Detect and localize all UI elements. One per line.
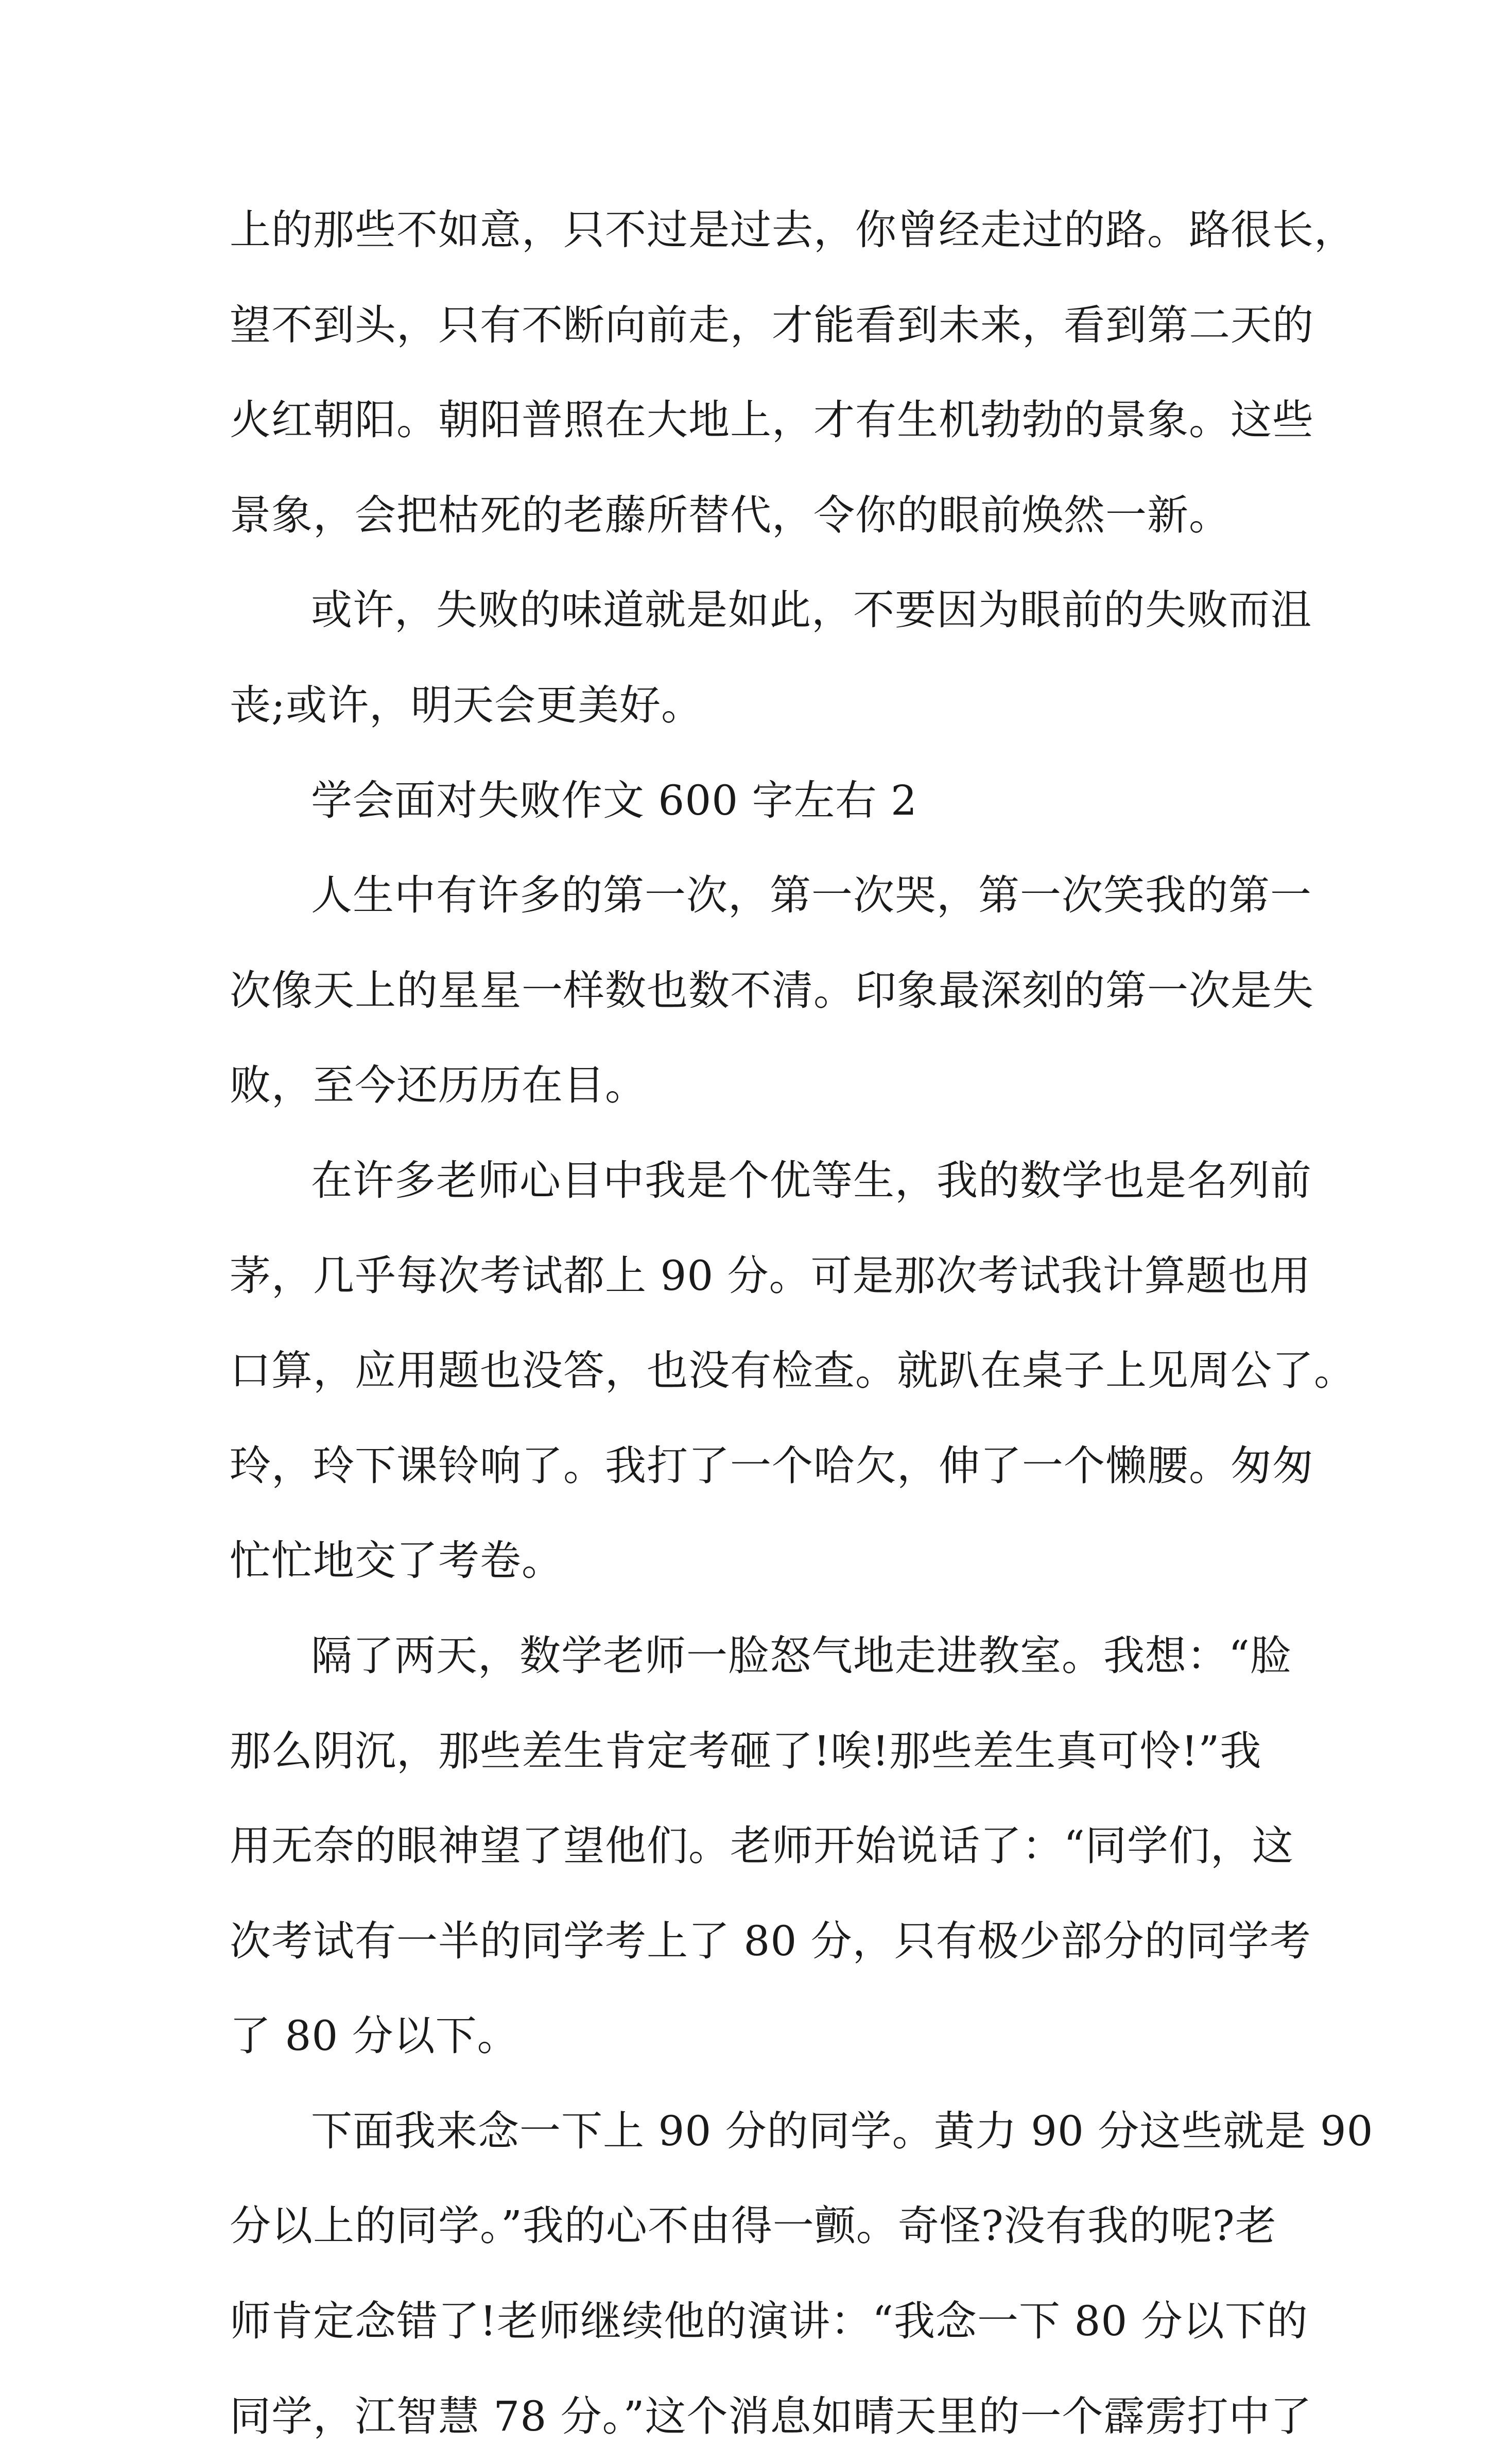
text-line: 景象，会把枯死的老藤所替代，令你的眼前焕然一新。 <box>230 491 1231 539</box>
text-line: 玲，玲下课铃响了。我打了一个哈欠，伸了一个懒腰。匆匆 <box>230 1441 1314 1490</box>
text-line: 火红朝阳。朝阳普照在大地上，才有生机勃勃的景象。这些 <box>230 396 1314 444</box>
text-line: 学会面对失败作文 600 字左右 2 <box>311 776 917 824</box>
text-line: 隔了两天，数学老师一脸怒气地走进教室。我想：“脸 <box>311 1631 1292 1680</box>
text-line: 用无奈的眼神望了望他们。老师开始说话了：“同学们，这 <box>230 1822 1294 1870</box>
text-line: 丧;或许，明天会更美好。 <box>230 681 703 729</box>
text-line: 忙忙地交了考卷。 <box>230 1537 563 1585</box>
document-body <box>230 183 1374 2464</box>
text-line: 或许，失败的味道就是如此，不要因为眼前的失败而沮 <box>311 586 1312 634</box>
text-line: 口算，应用题也没答，也没有检查。就趴在桌子上见周公了。 <box>230 1347 1356 1395</box>
text-line: 次考试有一半的同学考上了 80 分，只有极少部分的同学考 <box>230 1917 1311 1965</box>
text-line: 上的那些不如意，只不过是过去，你曾经走过的路。路很长， <box>230 206 1356 254</box>
text-line: 同学，江智慧 78 分。”这个消息如晴天里的一个霹雳打中了 <box>230 2392 1312 2440</box>
text-line: 那么阴沉，那些差生肯定考砸了!唉!那些差生真可怜!”我 <box>230 1727 1262 1775</box>
text-line: 次像天上的星星一样数也数不清。印象最深刻的第一次是失 <box>230 966 1314 1014</box>
text-line: 分以上的同学。”我的心不由得一颤。奇怪?没有我的呢?老 <box>230 2202 1277 2250</box>
text-line: 师肯定念错了!老师继续他的演讲：“我念一下 80 分以下的 <box>230 2297 1308 2346</box>
text-line: 了 80 分以下。 <box>230 2012 519 2060</box>
text-line: 人生中有许多的第一次，第一次哭，第一次笑我的第一 <box>311 871 1312 920</box>
text-line: 茅，几乎每次考试都上 90 分。可是那次考试我计算题也用 <box>230 1251 1311 1300</box>
text-line: 下面我来念一下上 90 分的同学。黄力 90 分这些就是 90 <box>311 2107 1374 2155</box>
text-line: 望不到头，只有不断向前走，才能看到未来，看到第二天的 <box>230 301 1314 349</box>
text-line: 在许多老师心目中我是个优等生，我的数学也是名列前 <box>311 1156 1312 1204</box>
text-line: 败，至今还历历在目。 <box>230 1061 647 1110</box>
